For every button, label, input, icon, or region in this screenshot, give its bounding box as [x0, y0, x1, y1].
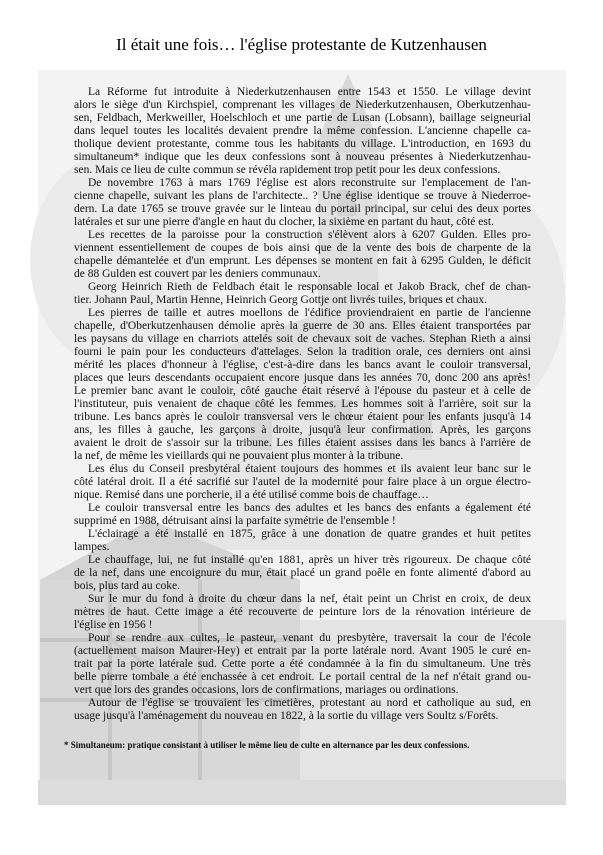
- text-line: ans, les filles à gauche, les garçons à droite, jusqu'à leur confirmation. Après, les garçons: [74, 424, 531, 436]
- text-line: la nef, de même les vieillards qui ne pouvaient plus monter à la tribune.: [74, 450, 404, 462]
- paragraph: [74, 593, 531, 632]
- text-line: tier. Johann Paul, Martin Henne, Heinrich Georg Gottje ont livrés tuiles, briques et chaux.: [74, 294, 488, 306]
- paragraph: [74, 463, 531, 502]
- paragraph: [74, 281, 531, 307]
- paragraph: [74, 229, 531, 281]
- text-line: simultaneum* indique que les deux confessions sont à nouveau présentes à Niederkutzenhau-: [74, 151, 531, 163]
- text-line: supprimé en 1988, détruisant ainsi la parfaite symétrie de l'ensemble !: [74, 515, 396, 527]
- text-line: Pour se rendre aux cultes, le pasteur, venant du presbytère, traversait la cour de l'école: [88, 632, 531, 644]
- text-line: mérité les places d'honneur à l'église, c'est-à-dire dans les bancs avant le couloir transversal,: [74, 359, 531, 371]
- text-line: tribune. Les bancs après le couloir transversal vers le chœur étaient pour les enfants jusqu'à 14: [74, 411, 531, 423]
- text-line: vert que lors des grandes occasions, lors de confirmations, mariages ou ordinations.: [74, 684, 459, 696]
- page-title: Il était une fois… l'église protestante de Kutzenhausen: [116, 35, 487, 54]
- text-line: Sur le mur du fond à droite du chœur dans la nef, était peint un Christ en croix, de deux: [88, 593, 531, 605]
- text-line: nique. Remisé dans une porcherie, il a été utilisé comme bois de chauffage…: [74, 489, 429, 501]
- text-line: bois, plus tard au coke.: [74, 580, 181, 592]
- text-line: Autour de l'église se trouvaient les cimetières, protestant au nord et catholique au sud, en: [88, 697, 531, 709]
- paragraph: [74, 502, 531, 528]
- text-line: Les pierres de taille et autres moellons de l'édifice proviendraient en partie de l'ancienne: [88, 307, 531, 319]
- text-line: usage jusqu'à l'aménagement du nouveau en 1822, à la sortie du village vers Soultz s/Forêts.: [74, 710, 499, 722]
- text-line: La Réforme fut introduite à Niederkutzenhausen entre 1543 et 1550. Le village devint: [88, 86, 531, 98]
- text-line: Les recettes de la paroisse pour la construction s'élèvent alors à 6207 Gulden. Elles pro-: [88, 229, 531, 241]
- text-line: Les élus du Conseil presbytéral étaient toujours des hommes et ils avaient leur banc sur le: [88, 463, 531, 475]
- article-body: [74, 86, 531, 723]
- text-line: chapelle, d'Oberkutzenhausen démolie après la guerre de 30 ans. Elles étaient transportées par: [74, 320, 531, 332]
- text-line: tholique devient protestante, comme tous les habitants du village. L'introduction, en 1693 du: [74, 138, 531, 150]
- text-line: de la nef, dans une encoignure du mur, était placé un grand poêle en fonte alimenté d'abord au: [74, 567, 531, 579]
- paragraph: [74, 86, 531, 177]
- text-line: L'éclairage a été installé en 1875, grâce à une donation de quatre grandes et huit petites: [88, 528, 531, 540]
- footnote: * Simultaneum: pratique consistant à utiliser le même lieu de culte en alternance par les deux confessions.: [64, 740, 470, 750]
- text-line: l'instituteur, puis venaient de chaque côté les femmes. Les hommes soit à l'arrière, soit sur la: [74, 398, 531, 410]
- text-line: de 88 Gulden est couvert par les deniers communaux.: [74, 268, 321, 280]
- text-line: Le chauffage, lui, ne fut installé qu'en 1881, après un hiver très rigoureux. De chaque côté: [88, 554, 531, 566]
- text-line: trait par la porte latérale sud. Cette porte a été condamnée à la fin du simultaneum. Une très: [74, 658, 531, 670]
- text-line: fourni le pain pour les conducteurs d'attelages. Selon la tradition orale, ces derniers ont ainsi: [74, 346, 531, 358]
- text-line: alors le siège d'un Kirchspiel, comprenant les villages de Niederkutzenhausen, Oberkutzenhau-: [74, 99, 531, 111]
- text-line: côté latéral droit. Il a été sacrifié sur l'autel de la modernité pour faire place à un orgue électro-: [74, 476, 531, 488]
- text-line: avaient le droit de s'assoir sur la tribune. Les filles étaient assises dans les bancs à l'arrière de: [74, 437, 531, 449]
- text-line: places que leurs descendants occupaient encore jusque dans les années 70, donc 200 ans après!: [74, 372, 531, 384]
- text-line: cienne chapelle, suivant les plans de l'architecte.. ? Une église identique se trouve à Niederroe-: [74, 190, 531, 202]
- text-line: De novembre 1763 à mars 1769 l'église est alors reconstruite sur l'emplacement de l'an-: [88, 177, 531, 189]
- text-line: latérales et sur une pierre d'angle en haut du clocher, la sixième en partant du haut, côté est.: [74, 216, 494, 228]
- paragraph: [74, 697, 531, 723]
- text-line: les paysans du village en charriots attelés soit de chevaux soit de vaches. Stephan Rieth a ainsi: [74, 333, 531, 345]
- text-line: Le couloir transversal entre les bancs des adultes et les bancs des enfants a également été: [88, 502, 531, 514]
- paragraph: [74, 307, 531, 463]
- text-line: (actuellement maison Maurer-Hey) et entrait par la porte latérale nord. Avant 1905 le curé en-: [74, 645, 531, 657]
- text-line: belle pierre tombale a été enchassée à cet endroit. Le portail central de la nef n'était grand ou-: [74, 671, 531, 683]
- text-line: sen. Mais ce lieu de culte commun se révéla rapidement trop petit pour les deux confessions.: [74, 164, 501, 176]
- text-line: viennent essentiellement de coupes de bois ainsi que de la vente des bois de charpente de la: [74, 242, 531, 254]
- paragraph: [74, 632, 531, 697]
- paragraph: [74, 528, 531, 554]
- paragraph: [74, 554, 531, 593]
- text-line: dans lequel toutes les localités devaient prendre la même confession. L'ancienne chapelle ca-: [74, 125, 531, 137]
- text-line: sen, Feldbach, Merkweiller, Hoelschloch et une partie de Lusan (Lobsann), baillage seigneurial: [74, 112, 531, 124]
- text-line: lampes.: [74, 541, 110, 553]
- text-line: chapelle démantelée et d'un emprunt. Les dépenses se montent en fait à 6295 Gulden, le déficit: [74, 255, 531, 267]
- text-line: mètres de haut. Cette image a été recouverte de peinture lors de la rénovation intérieure de: [74, 606, 531, 618]
- text-line: dern. La date 1765 se trouve gravée sur le linteau du portail principal, sur celui des deux portes: [74, 203, 531, 215]
- text-line: Le premier banc avant le couloir, côté gauche était réservé à l'épouse du pasteur et à celle de: [74, 385, 531, 397]
- paragraph: [74, 177, 531, 229]
- text-line: l'église en 1956 !: [74, 619, 153, 631]
- text-line: Georg Heinrich Rieth de Feldbach était le responsable local et Jakob Brack, chef de chan-: [88, 281, 531, 293]
